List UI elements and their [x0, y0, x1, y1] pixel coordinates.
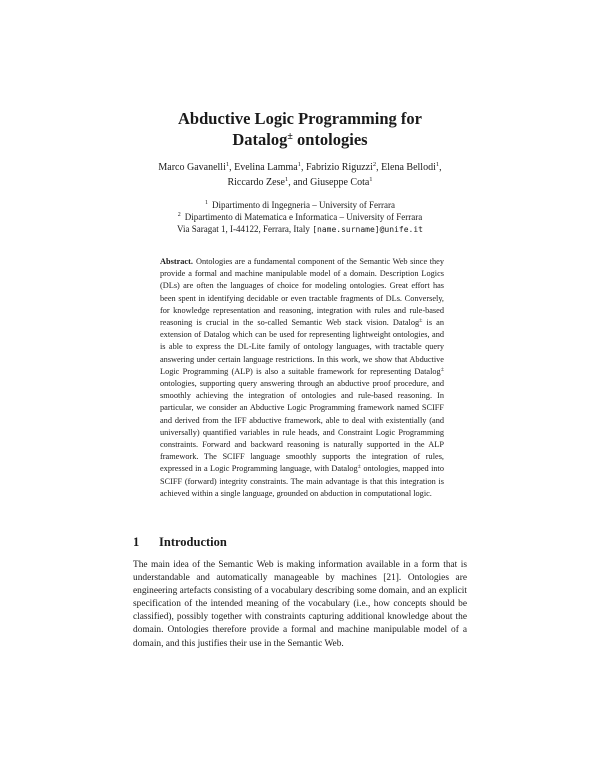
author-affiliation-mark: 2 — [372, 161, 377, 168]
title-line-1: Abductive Logic Programming for — [178, 109, 422, 128]
abstract-text-4: ontologies, mapped into SCIFF (forward) integrity constraints. The main advantage is that this integration is achieved within a single language, grounded on abduction in computational logic. — [160, 464, 444, 498]
section-body-text: The main idea of the Semantic Web is making information available in a form that is understandable and automatically manageable by machines [21]. Ontologies are engineering artefacts consisting of a vocabulary describing some domain, and an explicit specification of the intended meaning of the vocabulary (i.e., how concepts should be classified), possibly together with constraints capturing additional knowledge about the domain. Ontologies therefore provide a formal and machine manipulable model of a domain, and this justifies their use in the Semantic Web. — [133, 560, 467, 649]
abstract-pm-superscript: ± — [357, 464, 361, 471]
title-line-2 — [0, 129, 600, 150]
author-name: Evelina Lamma — [234, 162, 298, 173]
affiliation-number: 2 — [177, 212, 181, 218]
author-name: Riccardo Zese — [227, 177, 285, 188]
author-line-1: Marco Gavanelli$^1$, Evelina Lamma$^1$, Fabrizio Riguzzi$^2$, Elena Bellodi$^1$, — [158, 161, 442, 173]
affiliation-1 — [60, 199, 540, 211]
section-title: Introduction — [159, 535, 227, 549]
author-email: [name.surname]@unife.it — [312, 225, 423, 234]
author-affiliation-mark: 1 — [369, 176, 373, 183]
paper-title — [0, 108, 600, 150]
abstract-label: Abstract. — [160, 257, 193, 266]
title-datalog: Datalog — [232, 130, 288, 149]
affiliation-2 — [60, 211, 540, 223]
affiliation-address: Via Saragat 1, I-44122, Ferrara, Italy — [177, 224, 310, 234]
section-heading — [133, 534, 227, 550]
abstract-text-1: Ontologies are a fundamental component of the Semantic Web since they provide a formal and machine manipulable model of a domain. Description Logics (DLs) are often the languages of choice for modeling ontologies. Great effort has been spent in identifying decidable or even tractable fragments of DLs. Conversely, for knowledge representation and reasoning, integration with rules and rule-based reasoning is crucial in the so-called Semantic Web stack vision. Datalog — [160, 257, 444, 328]
author-conjunction: and — [293, 177, 308, 188]
affiliations — [60, 199, 540, 236]
affiliation-number: 1 — [205, 200, 209, 206]
author-line-2: Riccardo Zese$^1$, and Giuseppe Cota$^1$ — [227, 176, 373, 188]
author-affiliation-mark: 1 — [435, 161, 440, 168]
affiliation-text: Dipartimento di Ingegneria – University of Ferrara — [212, 200, 395, 210]
title-pm-superscript: ± — [287, 131, 293, 142]
affiliation-address-line — [60, 223, 540, 236]
section-number: 1 — [133, 535, 140, 549]
abstract-pm-superscript: ± — [440, 366, 444, 373]
author-list — [60, 160, 540, 190]
author-name: Elena Bellodi — [381, 162, 436, 173]
title-rest: ontologies — [292, 130, 368, 149]
abstract — [160, 256, 444, 500]
abstract-text-2: is an extension of Datalog which can be used for representing lightweight ontologies, and is able to express the DL-Lite family of ontology languages, with tractable query answering under certain language restrictions. In this work, we show that Abductive Logic Programming (ALP) is also a suitable framework for representing Datalog — [160, 318, 445, 376]
abstract-pm-superscript: ± — [419, 318, 423, 325]
author-affiliation-mark: 1 — [284, 176, 289, 183]
abstract-text-3: ontologies, supporting query answering through an abductive proof procedure, and smoothly achieving the integration of ontologies and rule-based reasoning. In particular, we consider an Abductive Logic Programming framework named SCIFF and derived from the IFF abductive framework, able to deal with existentially (and universally) quantified variables in rule heads, and Constraint Logic Programming constraints. Forward and backward reasoning is naturally supported in the ALP framework. The SCIFF language smoothly supports the integration of rules, expressed in a Logic Programming language, with Datalog — [160, 379, 444, 474]
author-affiliation-mark: 1 — [225, 161, 230, 168]
author-name: Giuseppe Cota — [310, 177, 370, 188]
author-affiliation-mark: 1 — [297, 161, 301, 168]
affiliation-text: Dipartimento di Matematica e Informatica – University of Ferrara — [184, 212, 423, 222]
author-name: Marco Gavanelli — [158, 162, 226, 173]
author-name: Fabrizio Riguzzi — [305, 162, 373, 173]
